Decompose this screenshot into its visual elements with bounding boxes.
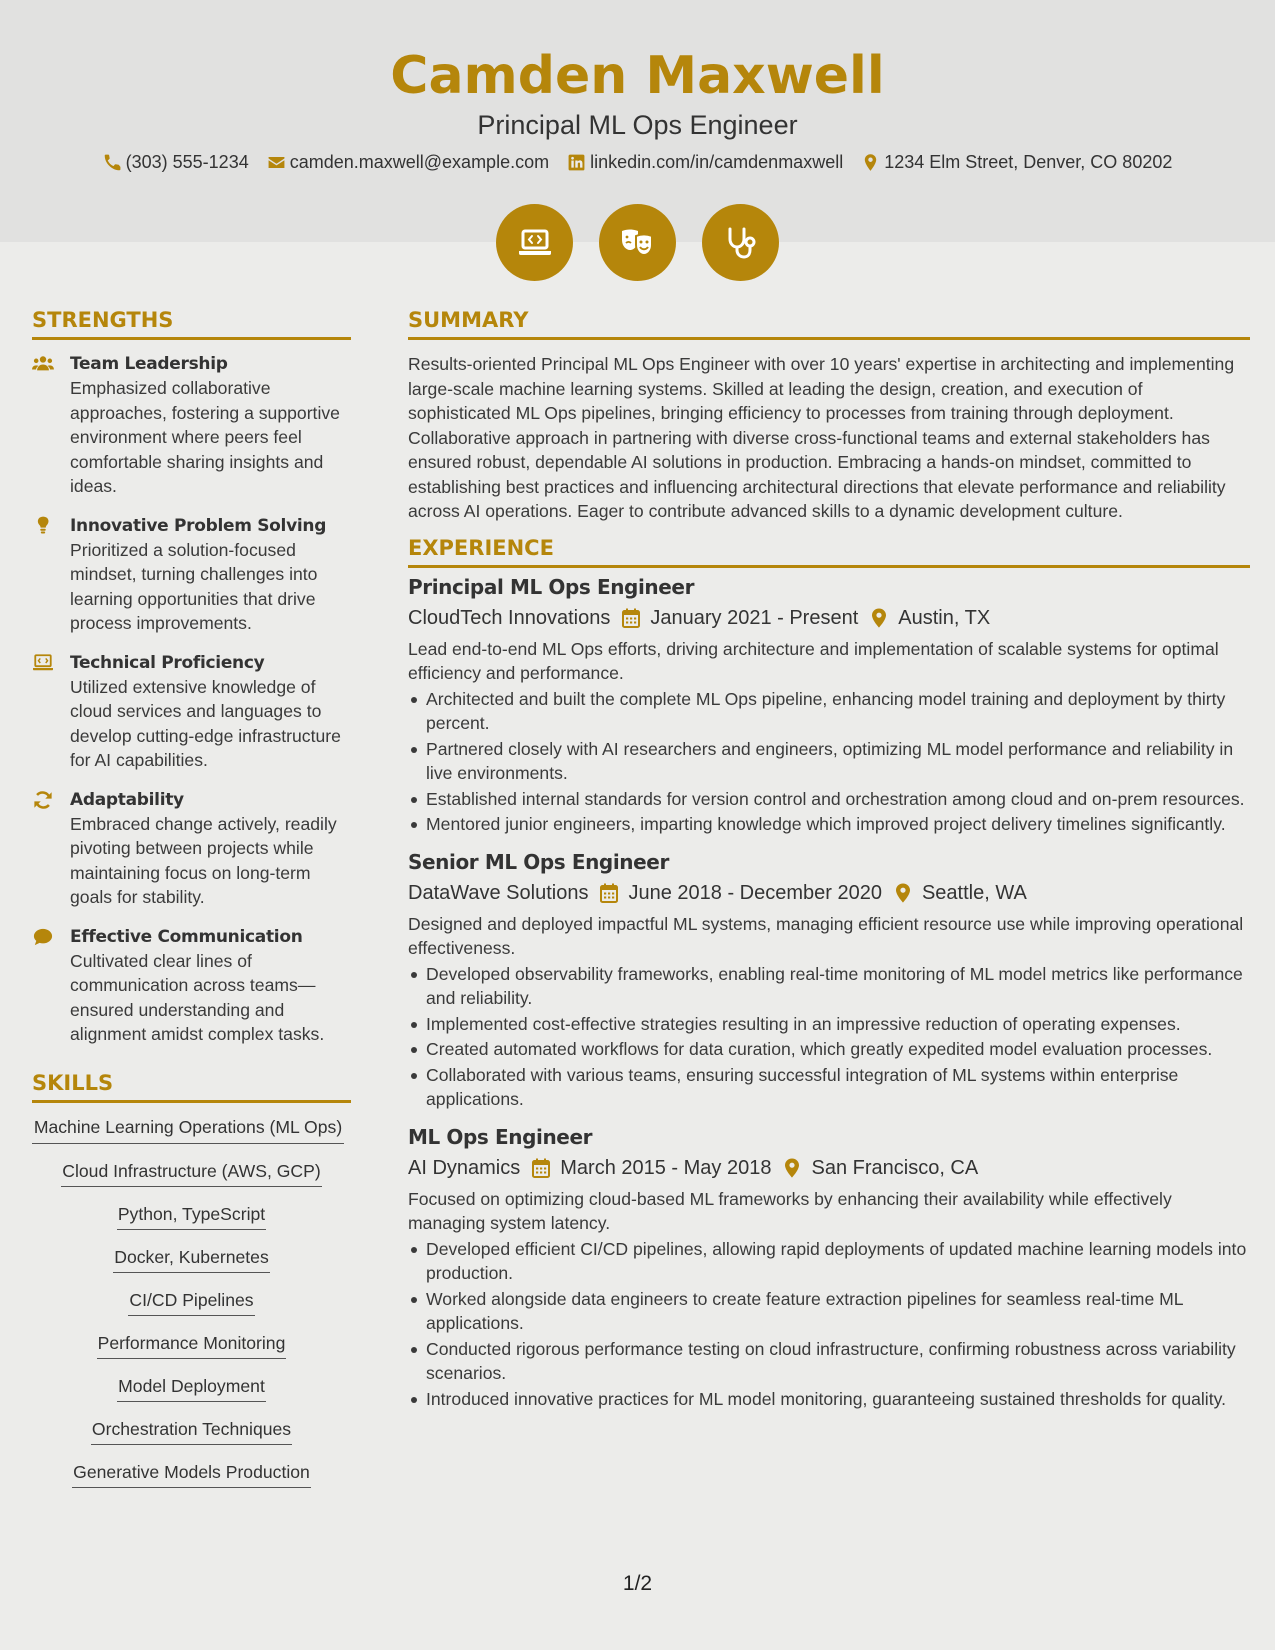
strength-desc: Prioritized a solution-focused mindset, turning challenges into learning opportunities that drive process improvements. — [70, 539, 318, 633]
badge-stethoscope — [702, 204, 779, 281]
stethoscope-icon — [721, 223, 761, 263]
strength-title: Technical Proficiency — [70, 652, 265, 673]
job-company: AI Dynamics — [408, 1156, 521, 1179]
job-entry — [408, 1122, 1250, 1412]
linkedin-icon — [567, 153, 586, 172]
strength-title: Innovative Problem Solving — [70, 515, 327, 536]
job-description: Lead end-to-end ML Ops efforts, driving architecture and implementation of scalable systems for optimal efficiency and performance. — [408, 638, 1219, 683]
skill-item: Machine Learning Operations (ML Ops) — [32, 1115, 344, 1144]
calendar-icon — [622, 608, 640, 628]
sync-icon — [32, 790, 54, 810]
experience-heading: EXPERIENCE — [408, 536, 1250, 568]
contact-bar — [0, 152, 1275, 173]
skills-list — [32, 1115, 351, 1488]
job-bullets — [408, 962, 1250, 1112]
job-dates: March 2015 - May 2018 — [560, 1156, 772, 1179]
job-entry — [408, 572, 1250, 837]
right-column — [408, 308, 1250, 1421]
bullet-item: Mentored junior engineers, imparting knowledge which improved project delivery timelines significantly. — [408, 812, 1250, 837]
users-icon — [32, 354, 54, 374]
strength-title: Effective Communication — [70, 926, 303, 947]
job-description: Designed and deployed impactful ML systems, managing efficient resource use while improving operational effectiveness. — [408, 913, 1244, 958]
job-bullets — [408, 687, 1250, 837]
bullet-item: Conducted rigorous performance testing on cloud infrastructure, confirming robustness across variability scenarios. — [408, 1337, 1250, 1386]
map-pin-icon — [783, 1158, 801, 1178]
phone-text: (303) 555-1234 — [125, 152, 249, 172]
skill-item: Cloud Infrastructure (AWS, GCP) — [61, 1159, 321, 1187]
job-meta — [408, 602, 1250, 634]
strength-desc: Utilized extensive knowledge of cloud services and languages to develop cutting-edge infrastructure for AI capabilities. — [70, 676, 341, 770]
skill-item: Performance Monitoring — [97, 1331, 287, 1359]
left-column — [32, 308, 351, 1503]
contact-email[interactable] — [267, 152, 549, 173]
envelope-icon — [267, 153, 286, 172]
laptop-icon — [32, 653, 54, 673]
skill-item: Python, TypeScript — [117, 1202, 266, 1230]
job-entry — [408, 847, 1250, 1112]
page-number: 1/2 — [622, 1572, 653, 1595]
badge-theater-masks — [599, 204, 676, 281]
theater-masks-icon — [618, 223, 658, 263]
skills-heading: SKILLS — [32, 1071, 351, 1103]
job-dates: January 2021 - Present — [650, 606, 859, 629]
map-pin-icon — [870, 608, 888, 628]
badge-row — [0, 204, 1275, 281]
linkedin-text: linkedin.com/in/camdenmaxwell — [590, 152, 844, 172]
bullet-item: Developed observability frameworks, enabling real-time monitoring of ML model metrics like performance and reliability. — [408, 962, 1250, 1011]
job-title: Senior ML Ops Engineer — [408, 849, 669, 874]
job-location: Seattle, WA — [921, 881, 1027, 904]
strengths-heading: STRENGTHS — [32, 308, 351, 340]
bullet-item: Developed efficient CI/CD pipelines, allowing rapid deployments of updated machine learning models into production. — [408, 1237, 1250, 1286]
email-text: camden.maxwell@example.com — [289, 152, 550, 172]
phone-icon — [103, 153, 122, 172]
job-title: ML Ops Engineer — [408, 1124, 593, 1149]
strength-item — [32, 925, 351, 1047]
bullet-item: Collaborated with various teams, ensuring successful integration of ML systems within enterprise applications. — [408, 1063, 1250, 1112]
job-bullets — [408, 1237, 1250, 1412]
strength-item — [32, 352, 351, 499]
skill-item: CI/CD Pipelines — [128, 1288, 254, 1316]
comment-icon — [32, 927, 54, 947]
strength-desc: Cultivated clear lines of communication across teams—ensured understanding and alignment amidst complex tasks. — [70, 950, 325, 1044]
contact-address — [861, 152, 1172, 173]
skill-item: Orchestration Techniques — [91, 1417, 292, 1445]
strength-desc: Embraced change actively, readily pivoting between projects while maintaining focus on long-term goals for stability. — [70, 813, 337, 907]
map-pin-icon — [861, 153, 880, 172]
badge-laptop-code — [496, 204, 573, 281]
laptop-code-icon — [515, 223, 555, 263]
skill-item: Model Deployment — [117, 1374, 266, 1402]
job-meta — [408, 1152, 1250, 1184]
job-location: Austin, TX — [898, 606, 991, 629]
strength-item — [32, 651, 351, 773]
strength-title: Team Leadership — [70, 354, 228, 374]
candidate-title: Principal ML Ops Engineer — [477, 110, 798, 140]
bullet-item: Created automated workflows for data curation, which greatly expedited model evaluation processes. — [408, 1037, 1250, 1062]
job-dates: June 2018 - December 2020 — [628, 881, 882, 904]
job-location: San Francisco, CA — [811, 1156, 979, 1179]
bullet-item: Established internal standards for version control and orchestration among cloud and on-prem resources. — [408, 787, 1250, 812]
calendar-icon — [600, 883, 618, 903]
calendar-icon — [532, 1158, 550, 1178]
bullet-item: Introduced innovative practices for ML model monitoring, guaranteeing sustained thresholds for quality. — [408, 1387, 1250, 1412]
skill-item: Docker, Kubernetes — [113, 1245, 270, 1273]
summary-text: Results-oriented Principal ML Ops Engineer with over 10 years' expertise in architecting and implementing large-scale machine learning systems. Skilled at leading the design, creation, and execution of sophisticated ML Ops pipelines, bringing efficiency to processes from training through deployment. Collaborative approach in partnering with diverse cross-functional teams and external stakeholders has ensured robust, dependable AI solutions in production. Embracing a hands-on mindset, committed to establishing best practices and influencing architectural directions that elevate performance and reliability across AI operations. Eager to contribute advanced skills to a dynamic development culture. — [408, 354, 1235, 521]
job-meta — [408, 877, 1250, 909]
strength-item — [32, 788, 351, 910]
job-title: Principal ML Ops Engineer — [408, 574, 695, 599]
bullet-item: Implemented cost-effective strategies resulting in an impressive reduction of operating expenses. — [408, 1012, 1250, 1037]
strength-desc: Emphasized collaborative approaches, fostering a supportive environment where peers feel comfortable sharing insights and ideas. — [70, 378, 340, 496]
candidate-name: Camden Maxwell — [390, 46, 885, 106]
summary-heading: SUMMARY — [408, 308, 1250, 340]
strength-title: Adaptability — [70, 789, 184, 810]
job-description: Focused on optimizing cloud-based ML frameworks by enhancing their availability while effectively managing system latency. — [408, 1188, 1172, 1233]
strength-item — [32, 514, 351, 636]
bullet-item: Worked alongside data engineers to create feature extraction pipelines for seamless real-time ML applications. — [408, 1287, 1250, 1336]
bullet-item: Partnered closely with AI researchers and engineers, optimizing ML model performance and reliability in live environments. — [408, 737, 1250, 786]
bullet-item: Architected and built the complete ML Ops pipeline, enhancing model training and deployment by thirty percent. — [408, 687, 1250, 736]
contact-linkedin[interactable] — [567, 152, 843, 173]
skill-item: Generative Models Production — [72, 1460, 311, 1488]
job-company: DataWave Solutions — [408, 881, 589, 904]
lightbulb-icon — [32, 516, 54, 536]
job-company: CloudTech Innovations — [408, 606, 611, 629]
address-text: 1234 Elm Street, Denver, CO 80202 — [884, 152, 1173, 172]
map-pin-icon — [894, 883, 912, 903]
contact-phone[interactable] — [103, 152, 249, 173]
